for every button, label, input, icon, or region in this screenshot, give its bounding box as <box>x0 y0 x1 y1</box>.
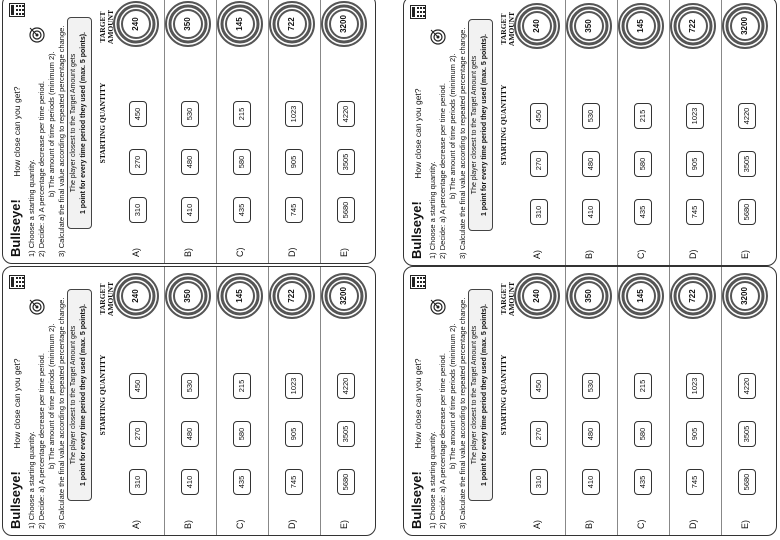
starting-quantity-option[interactable]: 480 <box>582 151 600 177</box>
rule-line-1: The player closest to the Target Amount gets <box>471 55 478 195</box>
row-label: D) <box>287 247 297 257</box>
starting-quantity-option[interactable]: 5680 <box>337 197 355 223</box>
row-label: C) <box>235 247 245 257</box>
target-amount: 350 <box>584 289 593 303</box>
target-amount: 3200 <box>339 287 348 305</box>
step-2: 2) Decide: a) A percentage decrease per time period. <box>438 353 447 529</box>
starting-quantity-option[interactable]: 745 <box>686 469 704 495</box>
step-2b: b) The amount of time periods (minimum 2). <box>448 323 457 469</box>
starting-quantity-option[interactable]: 530 <box>181 373 199 399</box>
worksheet-subtitle: How close can you get? <box>413 358 423 449</box>
problem-row <box>672 1 720 259</box>
scoring-rule <box>67 17 92 229</box>
target-amount: 145 <box>235 17 244 31</box>
rule-line-1: The player closest to the Target Amount gets <box>471 325 478 465</box>
calculator-icon <box>410 5 426 19</box>
starting-quantity-option[interactable]: 215 <box>233 101 251 127</box>
step-2b: b) The amount of time periods (minimum 2). <box>47 323 56 469</box>
target-amount: 722 <box>287 17 296 31</box>
card-header <box>408 3 500 259</box>
problem-row <box>620 271 668 529</box>
problem-row <box>620 1 668 259</box>
starting-quantity-option[interactable]: 1023 <box>285 373 303 399</box>
calculator-icon <box>410 275 426 289</box>
starting-quantity-option[interactable]: 435 <box>634 199 652 225</box>
step-3: 3) Calculate the final value according to repeated percentage change. <box>57 297 66 529</box>
starting-quantity-option[interactable]: 4220 <box>337 101 355 127</box>
starting-quantity-option[interactable]: 410 <box>181 469 199 495</box>
target-icon <box>430 299 446 315</box>
starting-quantity-option[interactable]: 480 <box>582 421 600 447</box>
row-label: A) <box>131 248 141 257</box>
instructions <box>428 19 468 259</box>
problem-row <box>323 0 371 257</box>
title-line <box>408 358 426 529</box>
column-header-starting-quantity: STARTING QUANTITY <box>499 84 508 166</box>
row-label: D) <box>688 519 698 529</box>
worksheet-title: Bullseye! <box>8 471 23 529</box>
problem-row <box>672 271 720 529</box>
worksheet-card <box>403 266 777 536</box>
problem-row <box>115 0 163 257</box>
row-label: E) <box>740 520 750 529</box>
starting-quantity-option[interactable]: 480 <box>181 149 199 175</box>
step-2: 2) Decide: a) A percentage decrease per time period. <box>37 353 46 529</box>
worksheet-subtitle: How close can you get? <box>12 86 22 177</box>
row-label: A) <box>532 250 542 259</box>
title-line <box>7 86 25 257</box>
step-1: 1) Choose a starting quantity. <box>27 431 36 529</box>
problem-row <box>516 271 564 529</box>
target-amount: 350 <box>584 19 593 33</box>
instructions <box>27 17 67 257</box>
target-amount: 722 <box>287 289 296 303</box>
problem-row <box>568 271 616 529</box>
target-amount: 3200 <box>740 17 749 35</box>
starting-quantity-option[interactable]: 5680 <box>738 469 756 495</box>
starting-quantity-option[interactable]: 3505 <box>738 421 756 447</box>
scoring-rule <box>468 289 493 501</box>
worksheet-title: Bullseye! <box>409 471 424 529</box>
starting-quantity-option[interactable]: 580 <box>233 421 251 447</box>
starting-quantity-option[interactable]: 410 <box>582 469 600 495</box>
starting-quantity-option[interactable]: 435 <box>233 469 251 495</box>
target-amount: 3200 <box>339 15 348 33</box>
card-header <box>7 273 99 529</box>
problem-row <box>219 271 267 529</box>
starting-quantity-option[interactable]: 435 <box>634 469 652 495</box>
starting-quantity-option[interactable]: 410 <box>582 199 600 225</box>
row-label: A) <box>532 520 542 529</box>
starting-quantity-option[interactable]: 450 <box>129 101 147 127</box>
row-label: B) <box>183 248 193 257</box>
rule-line-1: The player closest to the Target Amount gets <box>70 53 77 193</box>
step-1: 1) Choose a starting quantity. <box>27 159 36 257</box>
step-2b: b) The amount of time periods (minimum 2). <box>448 53 457 199</box>
calculator-icon <box>9 275 25 289</box>
starting-quantity-option[interactable]: 270 <box>530 151 548 177</box>
starting-quantity-option[interactable]: 435 <box>233 197 251 223</box>
starting-quantity-option[interactable]: 215 <box>634 373 652 399</box>
starting-quantity-option[interactable]: 480 <box>181 421 199 447</box>
starting-quantity-option[interactable]: 310 <box>530 469 548 495</box>
target-amount: 240 <box>131 17 140 31</box>
row-label: E) <box>740 250 750 259</box>
column-header-target-amount: TARGET AMOUNT <box>98 9 115 45</box>
instructions <box>428 289 468 529</box>
problem-row <box>271 271 319 529</box>
step-1: 1) Choose a starting quantity. <box>428 431 437 529</box>
starting-quantity-option[interactable]: 580 <box>634 151 652 177</box>
worksheet-subtitle: How close can you get? <box>12 358 22 449</box>
starting-quantity-option[interactable]: 450 <box>530 103 548 129</box>
starting-quantity-option[interactable]: 4220 <box>337 373 355 399</box>
problem-row <box>516 1 564 259</box>
target-amount: 350 <box>183 289 192 303</box>
card-header <box>7 1 99 257</box>
column-header-starting-quantity: STARTING QUANTITY <box>499 354 508 436</box>
starting-quantity-option[interactable]: 310 <box>530 199 548 225</box>
scoring-rule <box>67 289 92 501</box>
starting-quantity-option[interactable]: 450 <box>129 373 147 399</box>
column-header-target-amount: TARGET AMOUNT <box>499 11 516 47</box>
problem-row <box>568 1 616 259</box>
starting-quantity-option[interactable]: 270 <box>129 149 147 175</box>
starting-quantity-option[interactable]: 4220 <box>738 373 756 399</box>
step-2b: b) The amount of time periods (minimum 2). <box>47 51 56 197</box>
target-amount: 145 <box>636 289 645 303</box>
row-label: B) <box>584 250 594 259</box>
starting-quantity-option[interactable]: 530 <box>181 101 199 127</box>
problem-row <box>323 271 371 529</box>
target-icon <box>29 299 45 315</box>
row-label: B) <box>183 520 193 529</box>
rule-line-1: The player closest to the Target Amount gets <box>70 325 77 465</box>
target-amount: 240 <box>532 19 541 33</box>
target-amount: 145 <box>636 19 645 33</box>
starting-quantity-option[interactable]: 5680 <box>738 199 756 225</box>
starting-quantity-option[interactable]: 450 <box>530 373 548 399</box>
starting-quantity-option[interactable]: 215 <box>233 373 251 399</box>
starting-quantity-option[interactable]: 745 <box>285 469 303 495</box>
starting-quantity-option[interactable]: 3505 <box>337 421 355 447</box>
scoring-rule <box>468 19 493 231</box>
rule-line-2: 1 point for every time period they used (max. 5 points). <box>80 303 87 487</box>
starting-quantity-option[interactable]: 1023 <box>285 101 303 127</box>
target-amount: 3200 <box>740 287 749 305</box>
problem-row <box>115 271 163 529</box>
step-3: 3) Calculate the final value according to repeated percentage change. <box>458 297 467 529</box>
starting-quantity-option[interactable]: 1023 <box>686 373 704 399</box>
starting-quantity-option[interactable]: 215 <box>634 103 652 129</box>
worksheet-card <box>2 0 376 264</box>
title-line <box>7 358 25 529</box>
starting-quantity-option[interactable]: 905 <box>285 421 303 447</box>
starting-quantity-option[interactable]: 580 <box>634 421 652 447</box>
starting-quantity-option[interactable]: 745 <box>285 197 303 223</box>
calculator-icon <box>9 3 25 17</box>
step-1: 1) Choose a starting quantity. <box>428 161 437 259</box>
problem-row <box>219 0 267 257</box>
worksheet-card <box>2 266 376 536</box>
problem-row <box>167 0 215 257</box>
row-label: C) <box>235 519 245 529</box>
row-label: C) <box>636 249 646 259</box>
target-amount: 722 <box>688 19 697 33</box>
row-label: C) <box>636 519 646 529</box>
starting-quantity-option[interactable]: 3505 <box>738 151 756 177</box>
column-header-starting-quantity: STARTING QUANTITY <box>98 82 107 164</box>
step-3: 3) Calculate the final value according to repeated percentage change. <box>458 27 467 259</box>
starting-quantity-option[interactable]: 5680 <box>337 469 355 495</box>
starting-quantity-option[interactable]: 410 <box>181 197 199 223</box>
instructions <box>27 289 67 529</box>
rule-line-2: 1 point for every time period they used (max. 5 points). <box>481 33 488 217</box>
row-label: A) <box>131 520 141 529</box>
column-header-starting-quantity: STARTING QUANTITY <box>98 354 107 436</box>
starting-quantity-option[interactable]: 745 <box>686 199 704 225</box>
starting-quantity-option[interactable]: 530 <box>582 103 600 129</box>
problem-row <box>167 271 215 529</box>
worksheet-title: Bullseye! <box>409 201 424 259</box>
row-label: B) <box>584 520 594 529</box>
column-header-target-amount: TARGET AMOUNT <box>499 281 516 317</box>
target-amount: 145 <box>235 289 244 303</box>
step-2: 2) Decide: a) A percentage decrease per time period. <box>438 83 447 259</box>
target-icon <box>430 29 446 45</box>
target-icon <box>29 27 45 43</box>
starting-quantity-option[interactable]: 905 <box>285 149 303 175</box>
worksheet-subtitle: How close can you get? <box>413 88 423 179</box>
row-label: E) <box>339 520 349 529</box>
target-amount: 350 <box>183 17 192 31</box>
starting-quantity-option[interactable]: 4220 <box>738 103 756 129</box>
target-amount: 722 <box>688 289 697 303</box>
starting-quantity-option[interactable]: 905 <box>686 421 704 447</box>
worksheet-card <box>403 0 777 266</box>
starting-quantity-option[interactable]: 3505 <box>337 149 355 175</box>
worksheet-title: Bullseye! <box>8 199 23 257</box>
step-3: 3) Calculate the final value according to repeated percentage change. <box>57 25 66 257</box>
starting-quantity-option[interactable]: 310 <box>129 197 147 223</box>
problem-row <box>724 271 772 529</box>
starting-quantity-option[interactable]: 270 <box>129 421 147 447</box>
starting-quantity-option[interactable]: 580 <box>233 149 251 175</box>
rule-line-2: 1 point for every time period they used (max. 5 points). <box>481 303 488 487</box>
starting-quantity-option[interactable]: 905 <box>686 151 704 177</box>
target-amount: 240 <box>131 289 140 303</box>
row-label: D) <box>688 249 698 259</box>
starting-quantity-option[interactable]: 310 <box>129 469 147 495</box>
column-header-target-amount: TARGET AMOUNT <box>98 281 115 317</box>
card-header <box>408 273 500 529</box>
rule-line-2: 1 point for every time period they used (max. 5 points). <box>80 31 87 215</box>
starting-quantity-option[interactable]: 530 <box>582 373 600 399</box>
starting-quantity-option[interactable]: 1023 <box>686 103 704 129</box>
step-2: 2) Decide: a) A percentage decrease per time period. <box>37 81 46 257</box>
row-label: E) <box>339 248 349 257</box>
problem-row <box>724 1 772 259</box>
problem-row <box>271 0 319 257</box>
row-label: D) <box>287 519 297 529</box>
starting-quantity-option[interactable]: 270 <box>530 421 548 447</box>
title-line <box>408 88 426 259</box>
target-amount: 240 <box>532 289 541 303</box>
